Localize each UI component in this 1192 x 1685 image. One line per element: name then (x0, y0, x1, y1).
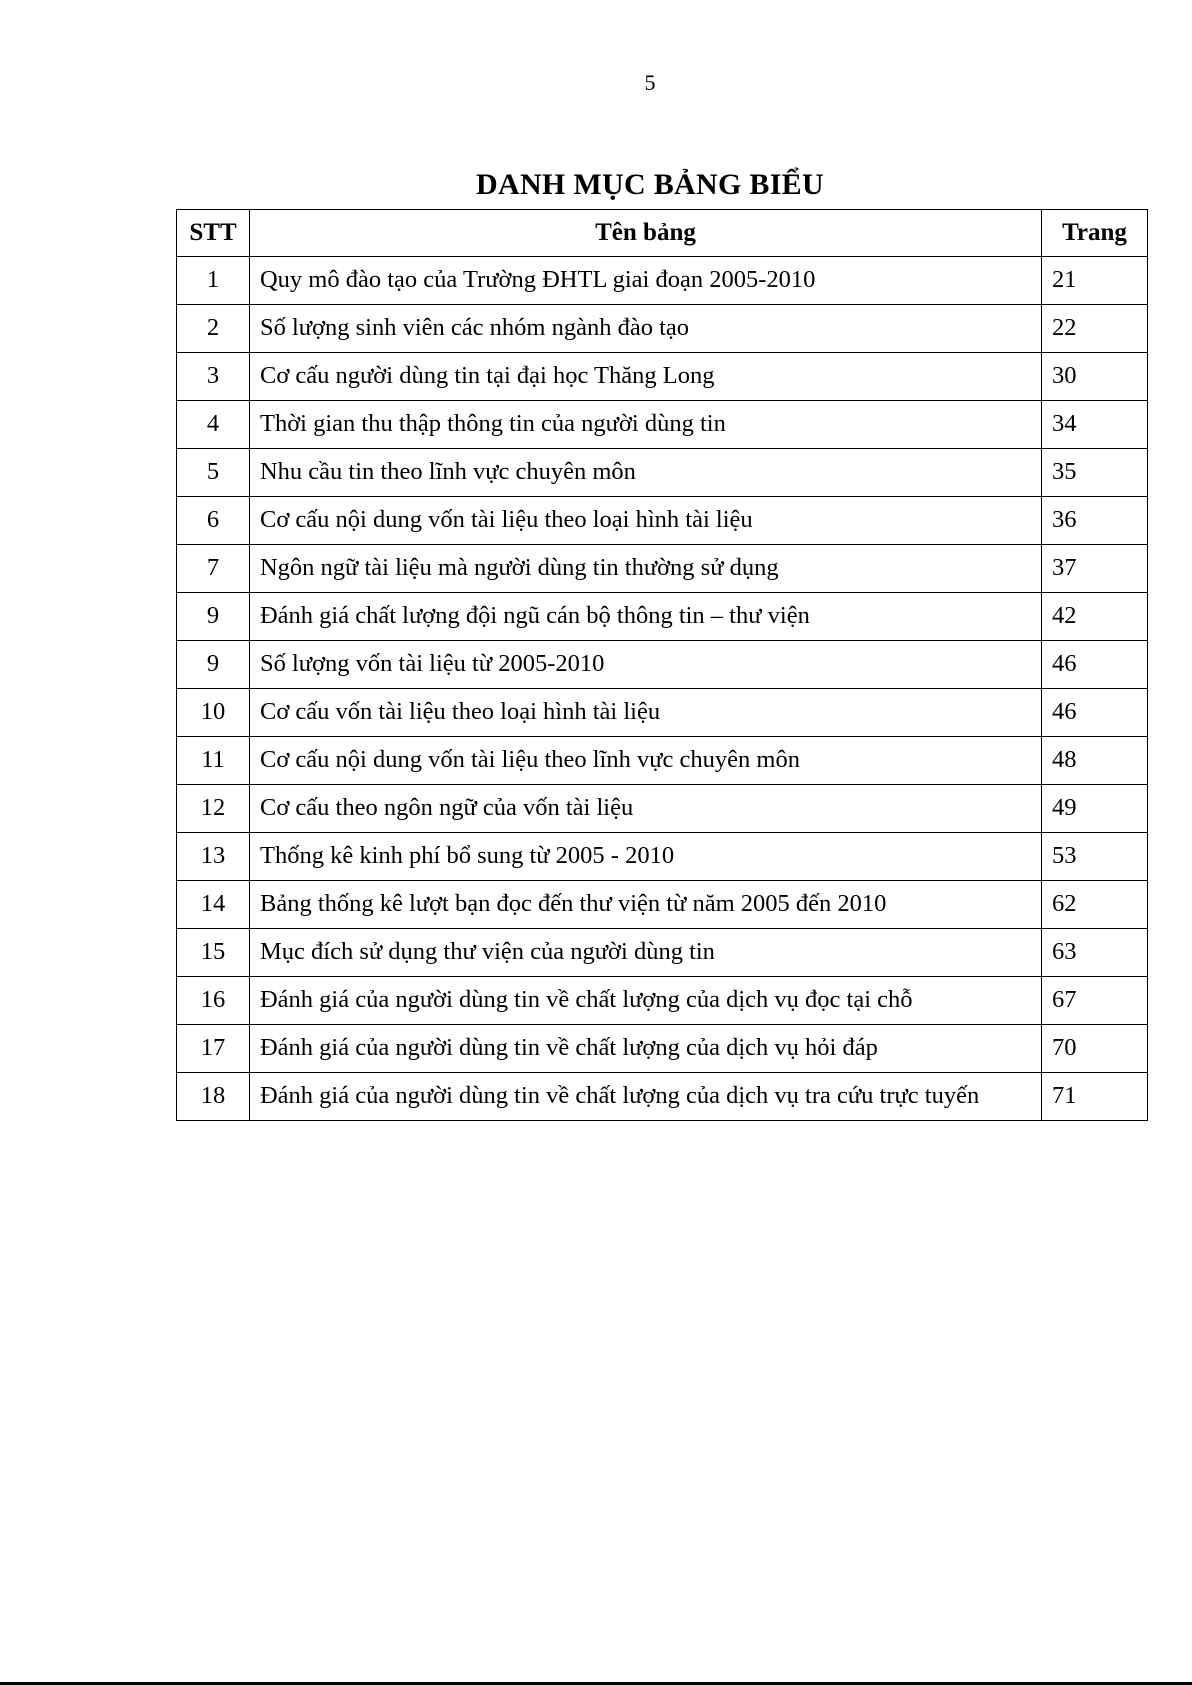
page-ref: 62 (1042, 881, 1148, 929)
row-number: 3 (177, 353, 250, 401)
table-row (177, 881, 1148, 929)
table-title: Đánh giá chất lượng đội ngũ cán bộ thông tin – thư viện (249, 593, 1041, 641)
row-number: 13 (177, 833, 250, 881)
table-row (177, 785, 1148, 833)
table-title: Nhu cầu tin theo lĩnh vực chuyên môn (249, 449, 1041, 497)
table-row (177, 401, 1148, 449)
page-ref: 53 (1042, 833, 1148, 881)
column-header-stt: STT (177, 210, 250, 257)
table-title: Đánh giá của người dùng tin về chất lượng của dịch vụ hỏi đáp (249, 1025, 1041, 1073)
table-title: Cơ cấu nội dung vốn tài liệu theo lĩnh vực chuyên môn (249, 737, 1041, 785)
page-ref: 42 (1042, 593, 1148, 641)
row-number: 4 (177, 401, 250, 449)
table-row (177, 353, 1148, 401)
row-number: 2 (177, 305, 250, 353)
table-title: Thống kê kinh phí bổ sung từ 2005 - 2010 (249, 833, 1041, 881)
page-ref: 71 (1042, 1073, 1148, 1121)
page-ref: 46 (1042, 689, 1148, 737)
table-row (177, 497, 1148, 545)
table-title: Thời gian thu thập thông tin của người dùng tin (249, 401, 1041, 449)
row-number: 17 (177, 1025, 250, 1073)
table-row (177, 449, 1148, 497)
page-ref: 46 (1042, 641, 1148, 689)
table-title: Cơ cấu theo ngôn ngữ của vốn tài liệu (249, 785, 1041, 833)
row-number: 18 (177, 1073, 250, 1121)
table-row (177, 1073, 1148, 1121)
table-title: Quy mô đào tạo của Trường ĐHTL giai đoạn 2005-2010 (249, 257, 1041, 305)
row-number: 14 (177, 881, 250, 929)
page-ref: 22 (1042, 305, 1148, 353)
page-title: DANH MỤC BẢNG BIỂU (476, 168, 824, 201)
table-title: Số lượng sinh viên các nhóm ngành đào tạo (249, 305, 1041, 353)
page-ref: 34 (1042, 401, 1148, 449)
page-ref: 37 (1042, 545, 1148, 593)
row-number: 10 (177, 689, 250, 737)
table-row (177, 737, 1148, 785)
row-number: 11 (177, 737, 250, 785)
table-row (177, 257, 1148, 305)
table-row (177, 689, 1148, 737)
table-title: Mục đích sử dụng thư viện của người dùng tin (249, 929, 1041, 977)
table-title: Số lượng vốn tài liệu từ 2005-2010 (249, 641, 1041, 689)
row-number: 1 (177, 257, 250, 305)
row-number: 5 (177, 449, 250, 497)
row-number: 15 (177, 929, 250, 977)
row-number: 6 (177, 497, 250, 545)
column-header-page: Trang (1042, 210, 1148, 257)
table-row (177, 833, 1148, 881)
table-row (177, 929, 1148, 977)
page-ref: 70 (1042, 1025, 1148, 1073)
table-title: Bảng thống kê lượt bạn đọc đến thư viện từ năm 2005 đến 2010 (249, 881, 1041, 929)
table-row (177, 977, 1148, 1025)
table-title: Cơ cấu nội dung vốn tài liệu theo loại hình tài liệu (249, 497, 1041, 545)
table-row (177, 1025, 1148, 1073)
table-list (176, 209, 1148, 1121)
page-ref: 21 (1042, 257, 1148, 305)
row-number: 16 (177, 977, 250, 1025)
page-number: 5 (644, 70, 656, 95)
row-number: 12 (177, 785, 250, 833)
table-row (177, 545, 1148, 593)
page-ref: 67 (1042, 977, 1148, 1025)
table-body (177, 257, 1148, 1121)
page-ref: 49 (1042, 785, 1148, 833)
table-row (177, 593, 1148, 641)
table-title: Đánh giá của người dùng tin về chất lượng của dịch vụ tra cứu trực tuyến (249, 1073, 1041, 1121)
page-ref: 48 (1042, 737, 1148, 785)
page-ref: 35 (1042, 449, 1148, 497)
table-row (177, 305, 1148, 353)
page-ref: 63 (1042, 929, 1148, 977)
table-title: Ngôn ngữ tài liệu mà người dùng tin thường sử dụng (249, 545, 1041, 593)
table-title: Cơ cấu người dùng tin tại đại học Thăng Long (249, 353, 1041, 401)
table-title: Đánh giá của người dùng tin về chất lượng của dịch vụ đọc tại chỗ (249, 977, 1041, 1025)
row-number: 9 (177, 593, 250, 641)
page-ref: 36 (1042, 497, 1148, 545)
table-header-row (177, 210, 1148, 257)
page-ref: 30 (1042, 353, 1148, 401)
row-number: 7 (177, 545, 250, 593)
table-row (177, 641, 1148, 689)
row-number: 9 (177, 641, 250, 689)
table-title: Cơ cấu vốn tài liệu theo loại hình tài liệu (249, 689, 1041, 737)
column-header-name: Tên bảng (249, 210, 1041, 257)
